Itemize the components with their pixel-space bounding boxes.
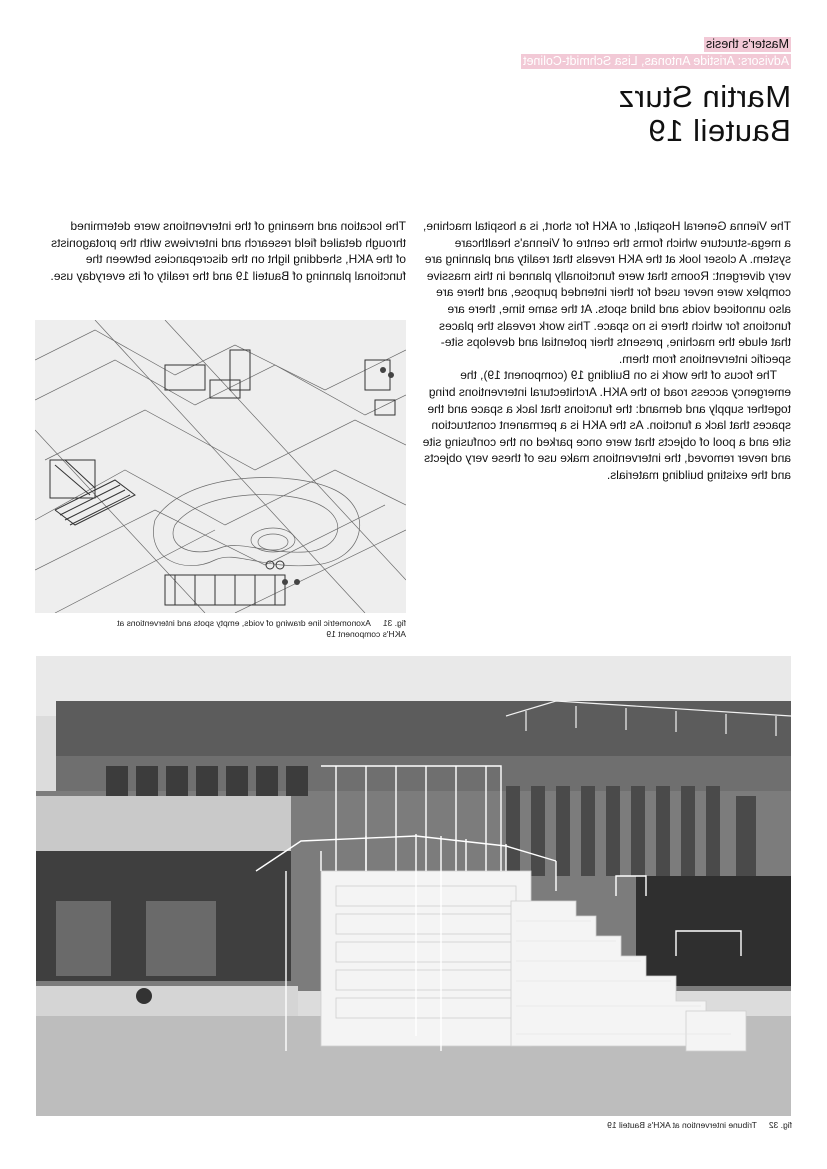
figure-32-caption [588,1120,792,1131]
thesis-tag-text: Master's thesis [706,37,789,51]
axonometric-drawing-svg [35,320,406,613]
figure-31-text: Axonometric line drawing of voids, empty spots and interventions at AKH's component 19 [117,618,406,639]
thesis-tag [704,37,791,52]
figure-32-number: fig. 32 [768,1120,792,1130]
title-project: Bauteil 19 [648,113,791,148]
body-column-secondary [40,218,406,284]
tribune-photo-svg [36,656,791,1116]
advisors-tag-text: Advisors: Aristide Antonas, Lisa Schmidt-Colinet [522,54,789,68]
body-column-main [420,218,791,484]
paragraph-intro: The Vienna General Hospital, or AKH for short, is a hospital machine, a mega-structure which forms the centre of Vienna's healthcare system. A closer look at the AKH reveals that reality and planning are very divergent: Rooms that were functionally planned in this massive complex were never used for their intended purpose, and there are also unnoticed voids and blind spots. At the same time, there are functions for which there is no space. This work reveals the places that elude the machine, presents their potential and develops site-specific interventions from them. [423,219,791,366]
figure-31-number: fig. 31 [382,618,406,628]
figure-32-text: Tribune intervention at AKH's Bauteil 19 [607,1120,757,1130]
tribune-photo [36,656,791,1116]
axonometric-drawing [35,320,406,613]
figure-31-caption [100,618,406,640]
advisors-tag [521,54,791,69]
title-author: Martin Sturz [617,79,791,114]
paragraph-focus: The focus of the work is on Building 19 (component 19), the emergency access road to the AKH. Architectural interventions bring together supply and demand: the functions that lack a space and the spaces that lack a function. As the AKH is a permanent construction site and a pool of objects that were once parked on the confusing site and never removed, the interventions make use of these very objects and the existing building materials. [422,368,791,482]
paragraph-method: The location and meaning of the interventions were determined through detailed field research and interviews with the protagonists of the AKH, shedding light on the discrepancies between the functional planning of Bauteil 19 and the reality of its everyday use. [50,219,406,283]
page-title [618,80,791,148]
